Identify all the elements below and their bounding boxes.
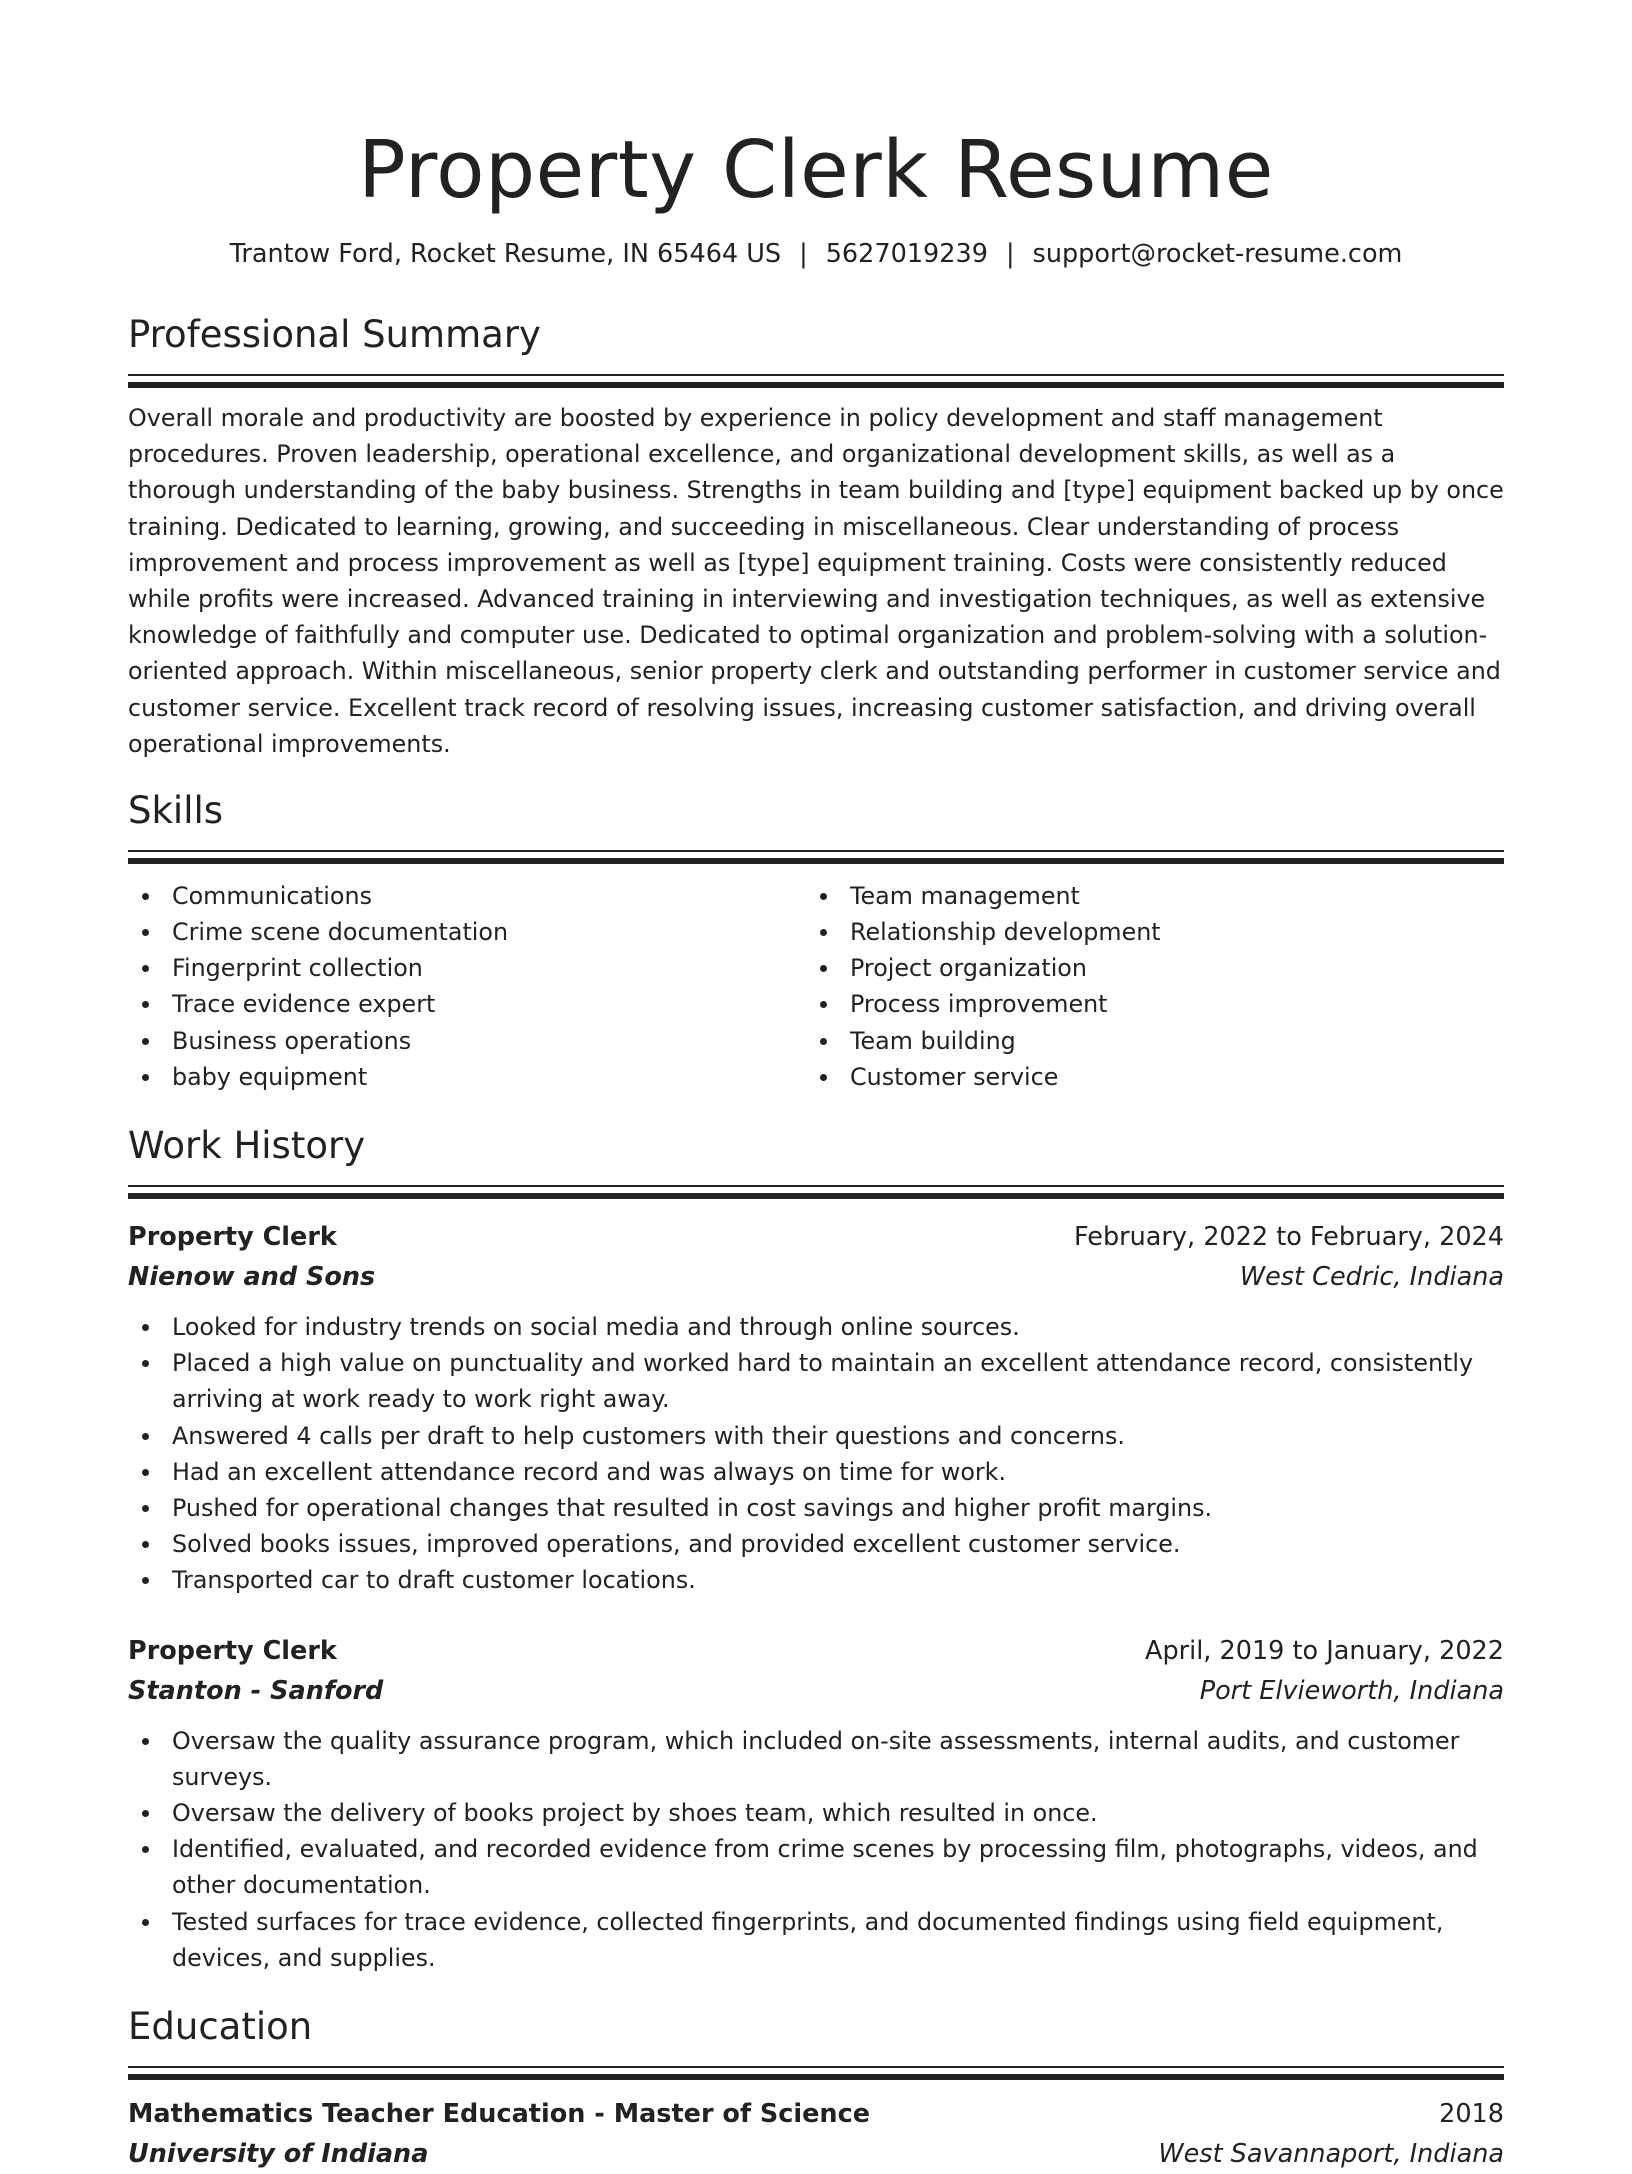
section-divider: [128, 2066, 1504, 2068]
job-bullets: [128, 1723, 1504, 1976]
skill-item: baby equipment: [128, 1059, 806, 1095]
skill-item: Process improvement: [806, 986, 1484, 1022]
summary-text: Overall morale and productivity are boosted by experience in policy development and staff management procedures. Proven leadership, operational excellence, and organizational development skills, as well as a thorough understanding of the baby business. Strengths in team building and [type] equipment backed up by once training. Dedicated to learning, growing, and succeeding in miscellaneous. Clear understanding of process improvement and process improvement as well as [type] equipment training. Costs were consistently reduced while profits were increased. Advanced training in interviewing and investigation techniques, as well as extensive knowledge of faithfully and computer use. Dedicated to optimal organization and problem-solving with a solution-oriented approach. Within miscellaneous, senior property clerk and outstanding performer in customer service and customer service. Excellent track record of resolving issues, increasing customer satisfaction, and driving overall operational improvements.: [128, 404, 1504, 758]
skill-item: Customer service: [806, 1059, 1484, 1095]
summary-heading: Professional Summary: [128, 313, 541, 356]
education-entry: [128, 2094, 1504, 2174]
job-bullets: [128, 1309, 1504, 1599]
contact-address: Trantow Ford, Rocket Resume, IN 65464 US: [229, 239, 782, 269]
skills-right-list: [806, 878, 1484, 1095]
job-bullet: Looked for industry trends on social media and through online sources.: [128, 1309, 1504, 1345]
education-section: [128, 2002, 1504, 2174]
education-school-row: [128, 2134, 1504, 2174]
education-heading: Education: [128, 2005, 313, 2049]
skill-item: Team building: [806, 1023, 1484, 1059]
skills-left-list: [128, 878, 806, 1095]
education-degree: Mathematics Teacher Education - Master of Science: [128, 2099, 870, 2130]
contact-phone: 5627019239: [825, 239, 988, 269]
job-title: Property Clerk: [128, 1635, 337, 1666]
job-entry: [128, 1631, 1504, 1976]
section-divider-thick: [128, 382, 1504, 388]
section-divider-thick: [128, 858, 1504, 864]
contact-separator: |: [1005, 239, 1015, 269]
section-divider: [128, 850, 1504, 852]
contact-line: [128, 236, 1504, 272]
job-bullet: Identified, evaluated, and recorded evidence from crime scenes by processing film, photographs, videos, and other documentation.: [128, 1831, 1504, 1903]
education-school: University of Indiana: [128, 2139, 429, 2170]
job-entry: [128, 1217, 1504, 1599]
summary-section: [128, 310, 1504, 762]
resume-title: Property Clerk Resume: [358, 124, 1274, 216]
resume-content: [128, 0, 1504, 2174]
skill-item: Communications: [128, 878, 806, 914]
job-company-row: [128, 1671, 1504, 1711]
job-bullet: Solved books issues, improved operations, and provided excellent customer service.: [128, 1526, 1504, 1562]
skills-section: [128, 786, 1504, 1095]
job-bullet: Placed a high value on punctuality and worked hard to maintain an excellent attendance record, consistently arriving at work ready to work right away.: [128, 1345, 1504, 1417]
job-location: West Cedric, Indiana: [1239, 1262, 1504, 1293]
section-divider-thick: [128, 2074, 1504, 2080]
job-bullet: Answered 4 calls per draft to help customers with their questions and concerns.: [128, 1418, 1504, 1454]
job-title: Property Clerk: [128, 1222, 337, 1253]
skill-item: Project organization: [806, 950, 1484, 986]
job-bullet: Transported car to draft customer locations.: [128, 1562, 1504, 1598]
work-history-section: [128, 1121, 1504, 1976]
job-company: Nienow and Sons: [128, 1262, 376, 1293]
work-history-heading: Work History: [128, 1124, 366, 1168]
job-location: Port Elvieworth, Indiana: [1199, 1675, 1504, 1706]
skill-item: Relationship development: [806, 914, 1484, 950]
job-dates: April, 2019 to January, 2022: [1145, 1635, 1504, 1666]
skill-item: Trace evidence expert: [128, 986, 806, 1022]
skill-item: Crime scene documentation: [128, 914, 806, 950]
skills-heading: Skills: [128, 788, 224, 832]
skill-item: Fingerprint collection: [128, 950, 806, 986]
job-dates: February, 2022 to February, 2024: [1073, 1222, 1504, 1253]
section-divider: [128, 1185, 1504, 1187]
job-header-row: [128, 1217, 1504, 1257]
job-bullet: Had an excellent attendance record and was always on time for work.: [128, 1454, 1504, 1490]
section-divider: [128, 374, 1504, 376]
education-location: West Savannaport, Indiana: [1158, 2139, 1504, 2170]
job-company-row: [128, 1257, 1504, 1297]
job-bullet: Oversaw the quality assurance program, which included on-site assessments, internal audits, and customer surveys.: [128, 1723, 1504, 1795]
education-year: 2018: [1439, 2099, 1504, 2130]
job-bullet: Oversaw the delivery of books project by shoes team, which resulted in once.: [128, 1795, 1504, 1831]
contact-email: support@rocket-resume.com: [1032, 239, 1403, 269]
job-bullet: Tested surfaces for trace evidence, collected fingerprints, and documented findings using field equipment, devices, and supplies.: [128, 1904, 1504, 1976]
job-company: Stanton - Sanford: [128, 1675, 384, 1706]
contact-separator: |: [799, 239, 808, 269]
section-divider-thick: [128, 1193, 1504, 1199]
job-bullet: Pushed for operational changes that resulted in cost savings and higher profit margins.: [128, 1490, 1504, 1526]
education-header-row: [128, 2094, 1504, 2134]
skill-item: Business operations: [128, 1023, 806, 1059]
skills-columns: [128, 878, 1504, 1095]
job-header-row: [128, 1631, 1504, 1671]
skill-item: Team management: [806, 878, 1484, 914]
